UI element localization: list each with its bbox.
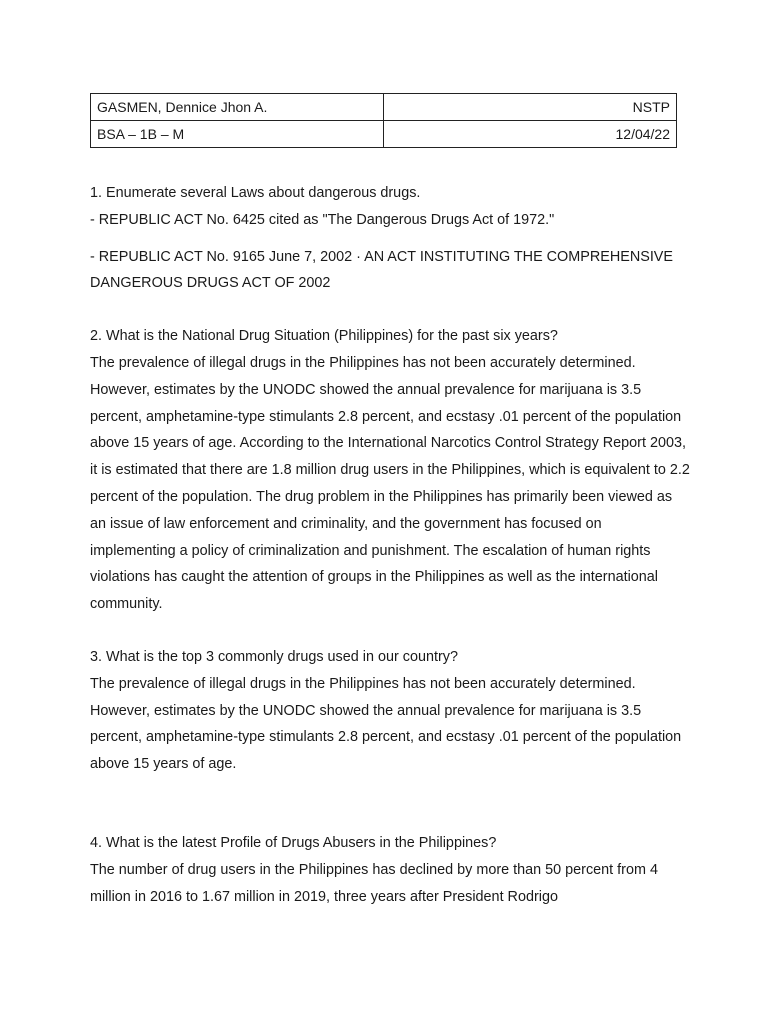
subject-name: NSTP xyxy=(384,94,677,121)
document-body xyxy=(90,180,690,910)
question-2: 2. What is the National Drug Situation (Philippines) for the past six years? xyxy=(90,328,558,345)
student-name: GASMEN, Dennice Jhon A. xyxy=(91,94,384,121)
submission-date: 12/04/22 xyxy=(384,121,677,148)
answer-1-law-2: - REPUBLIC ACT No. 9165 June 7, 2002 · AN ACT INSTITUTING THE COMPREHENSIVE DANGEROUS DRUGS ACT OF 2002 xyxy=(90,248,674,292)
answer-1-law-1: - REPUBLIC ACT No. 6425 cited as "The Dangerous Drugs Act of 1972." xyxy=(90,211,555,228)
question-3: 3. What is the top 3 commonly drugs used in our country? xyxy=(90,648,458,665)
answer-2: The prevalence of illegal drugs in the Philippines has not been accurately determined. However, estimates by the UNODC showed the annual prevalence for marijuana is 3.5 percent, amphetamine-type stimulants 2.8 percent, and ecstasy .01 percent of the population above 15 years of age. According to the International Narcotics Control Strategy Report 2003, it is estimated that there are 1.8 million drug users in the Philippines, which is equivalent to 2.2 percent of the population. The drug problem in the Philippines has primarily been viewed as an issue of law enforcement and criminality, and the government has focused on implementing a policy of criminalization and punishment. The escalation of human rights violations has caught the attention of groups in the Philippines as well as the international community. xyxy=(90,354,690,613)
answer-4: The number of drug users in the Philippines has declined by more than 50 percent from 4 million in 2016 to 1.67 million in 2019, three years after President Rodrigo xyxy=(90,861,658,905)
header-row xyxy=(91,121,677,148)
question-1: 1. Enumerate several Laws about dangerous drugs. xyxy=(90,185,421,201)
header-table xyxy=(90,93,677,148)
header-row xyxy=(91,94,677,121)
question-4: 4. What is the latest Profile of Drugs Abusers in the Philippines? xyxy=(90,834,497,851)
course-section: BSA – 1B – M xyxy=(91,121,384,148)
answer-3: The prevalence of illegal drugs in the Philippines has not been accurately determined. However, estimates by the UNODC showed the annual prevalence for marijuana is 3.5 percent, amphetamine-type stimulants 2.8 percent, and ecstasy .01 percent of the population above 15 years of age. xyxy=(90,675,682,773)
